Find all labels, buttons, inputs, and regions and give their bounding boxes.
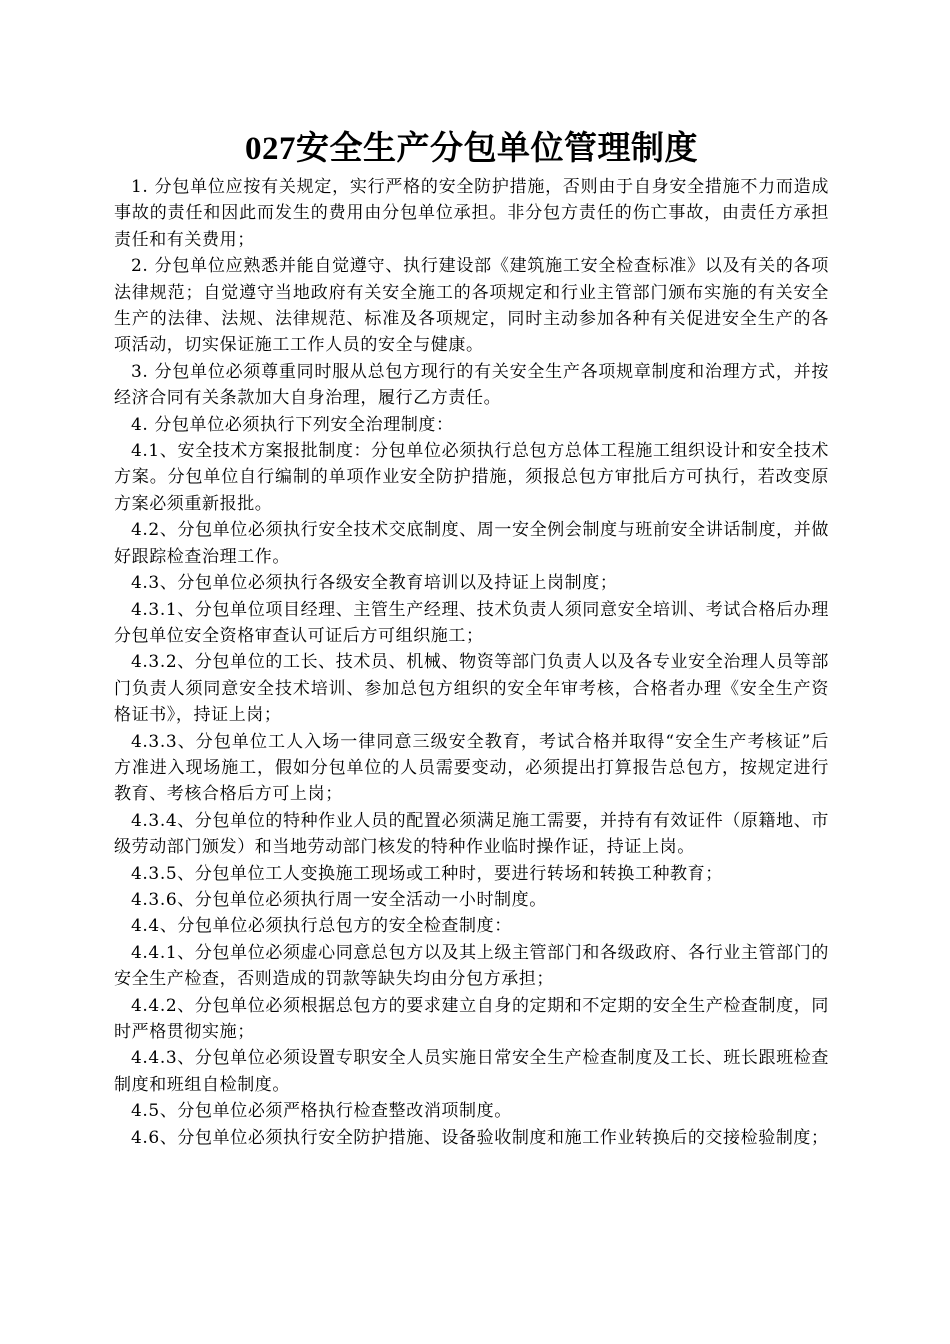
paragraph-4-5: 4.5、分包单位必须严格执行检查整改消项制度。 [131, 1101, 512, 1122]
paragraph-4-2: 4.2、分包单位必须执行安全技术交底制度、周一安全例会制度与班前安全讲话制度，并做好跟踪检查治理工作。 [114, 520, 829, 567]
paragraph-4-3-4: 4.3.4、分包单位的特种作业人员的配置必须满足施工需要，并持有有效证件（原籍地、市级劳动部门颁发）和当地劳动部门核发的特种作业临时操作证，持证上岗。 [114, 810, 829, 858]
paragraph-4-4-3: 4.4.3、分包单位必须设置专职安全人员实施日常安全生产检查制度及工长、班长跟班检查制度和班组自检制度。 [114, 1048, 829, 1095]
paragraph-4-1: 4.1、安全技术方案报批制度：分包单位必须执行总包方总体工程施工组织设计和安全技术方案。分包单位自行编制的单项作业安全防护措施，须报总包方审批后方可执行，若改变原方案必须重新报批。 [114, 441, 829, 514]
paragraph-3: 3. 分包单位必须尊重同时服从总包方现行的有关安全生产各项规章制度和治理方式，并按经济合同有关条款加大自身治理，履行乙方责任。 [114, 361, 829, 409]
paragraph-4: 4. 分包单位必须执行下列安全治理制度： [131, 414, 454, 435]
paragraph-1: 1. 分包单位应按有关规定，实行严格的安全防护措施，否则由于自身安全措施不力而造成事故的责任和因此而发生的费用由分包单位承担。非分包方责任的伤亡事故，由责任方承担责任和有关费用； [114, 177, 829, 250]
document-page [114, 126, 829, 1151]
paragraph-4-3-2: 4.3.2、分包单位的工长、技术员、机械、物资等部门负责人以及各专业安全治理人员等部门负责人须同意安全技术培训、参加总包方组织的安全年审考核，合格者办理《安全生产资格证书》，持证上岗； [114, 652, 829, 726]
paragraph-4-3: 4.3、分包单位必须执行各级安全教育培训以及持证上岗制度； [131, 573, 618, 594]
paragraph-4-3-5: 4.3.5、分包单位工人变换施工现场或工种时，要进行转场和转换工种教育； [131, 863, 723, 884]
document-title: 027安全生产分包单位管理制度 [245, 131, 698, 167]
paragraph-4-4: 4.4、分包单位必须执行总包方的安全检查制度： [131, 916, 512, 937]
paragraph-4-6: 4.6、分包单位必须执行安全防护措施、设备验收制度和施工作业转换后的交接检验制度； [131, 1127, 829, 1148]
paragraph-4-3-1: 4.3.1、分包单位项目经理、主管生产经理、技术负责人须同意安全培训、考试合格后办理分包单位安全资格审查认可证后方可组织施工； [114, 599, 829, 646]
paragraph-4-3-6: 4.3.6、分包单位必须执行周一安全活动一小时制度。 [131, 889, 547, 910]
paragraph-4-3-3: 4.3.3、分包单位工人入场一律同意三级安全教育，考试合格并取得“安全生产考核证”后方准进入现场施工，假如分包单位的人员需要变动，必须提出打算报告总包方，按规定进行教育、考核合格后方可上岗； [114, 731, 829, 805]
paragraph-2: 2. 分包单位应熟悉并能自觉遵守、执行建设部《建筑施工安全检查标准》以及有关的各项法律规范；自觉遵守当地政府有关安全施工的各项规定和行业主管部门颁布实施的有关安全生产的法律、法规、法律规范、标准及各项规定，同时主动参加各种有关促进安全生产的各项活动，切实保证施工工作人员的安全与健康。 [114, 256, 829, 356]
paragraph-4-4-1: 4.4.1、分包单位必须虚心同意总包方以及其上级主管部门和各级政府、各行业主管部门的安全生产检查，否则造成的罚款等缺失均由分包方承担； [114, 942, 829, 990]
paragraph-4-4-2: 4.4.2、分包单位必须根据总包方的要求建立自身的定期和不定期的安全生产检查制度，同时严格贯彻实施； [114, 995, 829, 1042]
